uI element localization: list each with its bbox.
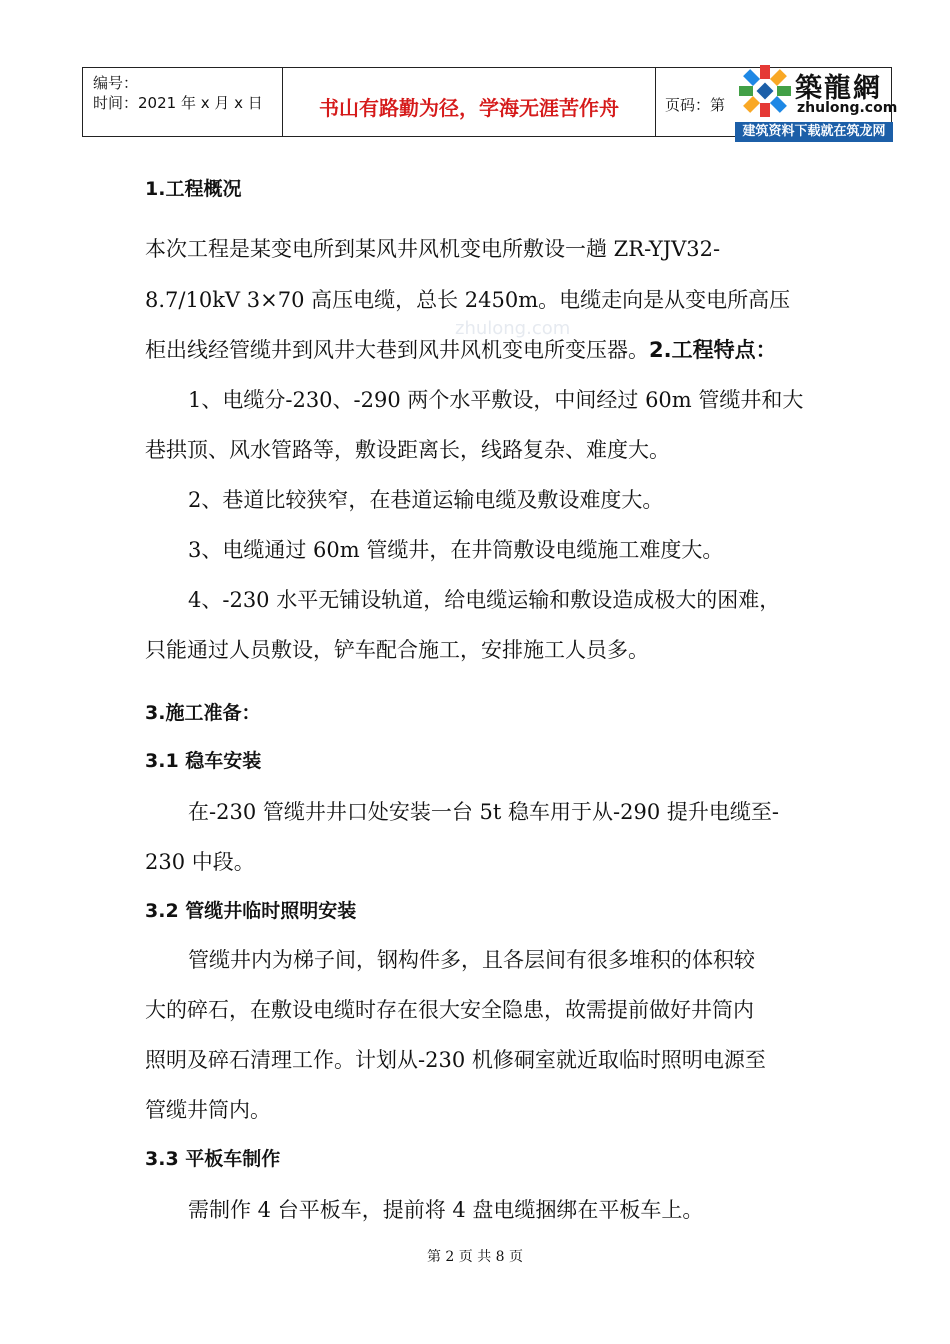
paragraph-line: 管缆井内为梯子间，钢构件多，且各层间有很多堆积的体积较	[188, 948, 755, 972]
paragraph-line: 照明及碎石清理工作。计划从-230 机修硐室就近取临时照明电源至	[145, 1048, 766, 1072]
paragraph-line	[145, 334, 777, 364]
paragraph-line: 管缆井筒内。	[145, 1098, 271, 1122]
list-item: 1、电缆分-230、-290 两个水平敷设，中间经过 60m 管缆井和大	[188, 388, 804, 412]
header-motto: 书山有路勤为径，学海无涯苦作舟	[319, 96, 619, 120]
paragraph-line: 8.7/10kV 3×70 高压电缆，总长 2450m。电缆走向是从变电所高压	[145, 288, 791, 312]
watermark: zhulong.com	[455, 318, 571, 339]
list-item: 2、巷道比较狭窄，在巷道运输电缆及敷设难度大。	[188, 488, 664, 512]
list-item-continuation: 巷拱顶、风水管路等，敷设距离长，线路复杂、难度大。	[145, 438, 670, 462]
logo-site-text: zhulong.com	[797, 100, 898, 116]
paragraph-line: 在-230 管缆井井口处安装一台 5t 稳车用于从-290 提升电缆至-	[188, 800, 779, 824]
section-heading-3: 3.施工准备：	[145, 702, 261, 724]
paragraph-line: 需制作 4 台平板车，提前将 4 盘电缆捆绑在平板车上。	[188, 1198, 704, 1222]
paragraph-line: 大的碎石，在敷设电缆时存在很大安全隐患，故需提前做好井筒内	[145, 998, 754, 1022]
subsection-heading: 3.1 稳车安装	[145, 750, 262, 772]
paragraph-line: 本次工程是某变电所到某风井风机变电所敷设一趟 ZR-YJV32-	[145, 237, 721, 261]
subsection-heading: 3.3 平板车制作	[145, 1148, 281, 1170]
logo-brand-text: 築龍網	[795, 73, 882, 104]
paragraph-line: 230 中段。	[145, 850, 255, 874]
section-heading-2: 2.工程特点：	[649, 338, 777, 362]
header-motto-cell	[283, 68, 656, 136]
zhulong-logo	[735, 60, 898, 144]
header-meta-cell	[83, 68, 283, 136]
page-footer: 第 2 页 共 8 页	[426, 1249, 524, 1265]
doc-number-label: 编号：	[93, 74, 139, 92]
snowflake-logo-icon	[737, 62, 793, 120]
doc-time-label: 时间：2021 年 x 月 x 日	[93, 94, 263, 112]
page-number-label: 页码：第	[665, 96, 726, 114]
list-item: 3、电缆通过 60m 管缆井，在井筒敷设电缆施工难度大。	[188, 538, 724, 562]
list-item-continuation: 只能通过人员敷设，铲车配合施工，安排施工人员多。	[145, 638, 649, 662]
logo-tagline: 建筑资料下载就在筑龙网	[735, 122, 893, 142]
subsection-heading: 3.2 管缆井临时照明安装	[145, 900, 357, 922]
paragraph-text: 柜出线经管缆井到风井大巷到风井风机变电所变压器。	[145, 338, 649, 362]
section-heading-1: 1.工程概况	[145, 178, 242, 200]
list-item: 4、-230 水平无铺设轨道，给电缆运输和敷设造成极大的困难，	[188, 588, 781, 612]
